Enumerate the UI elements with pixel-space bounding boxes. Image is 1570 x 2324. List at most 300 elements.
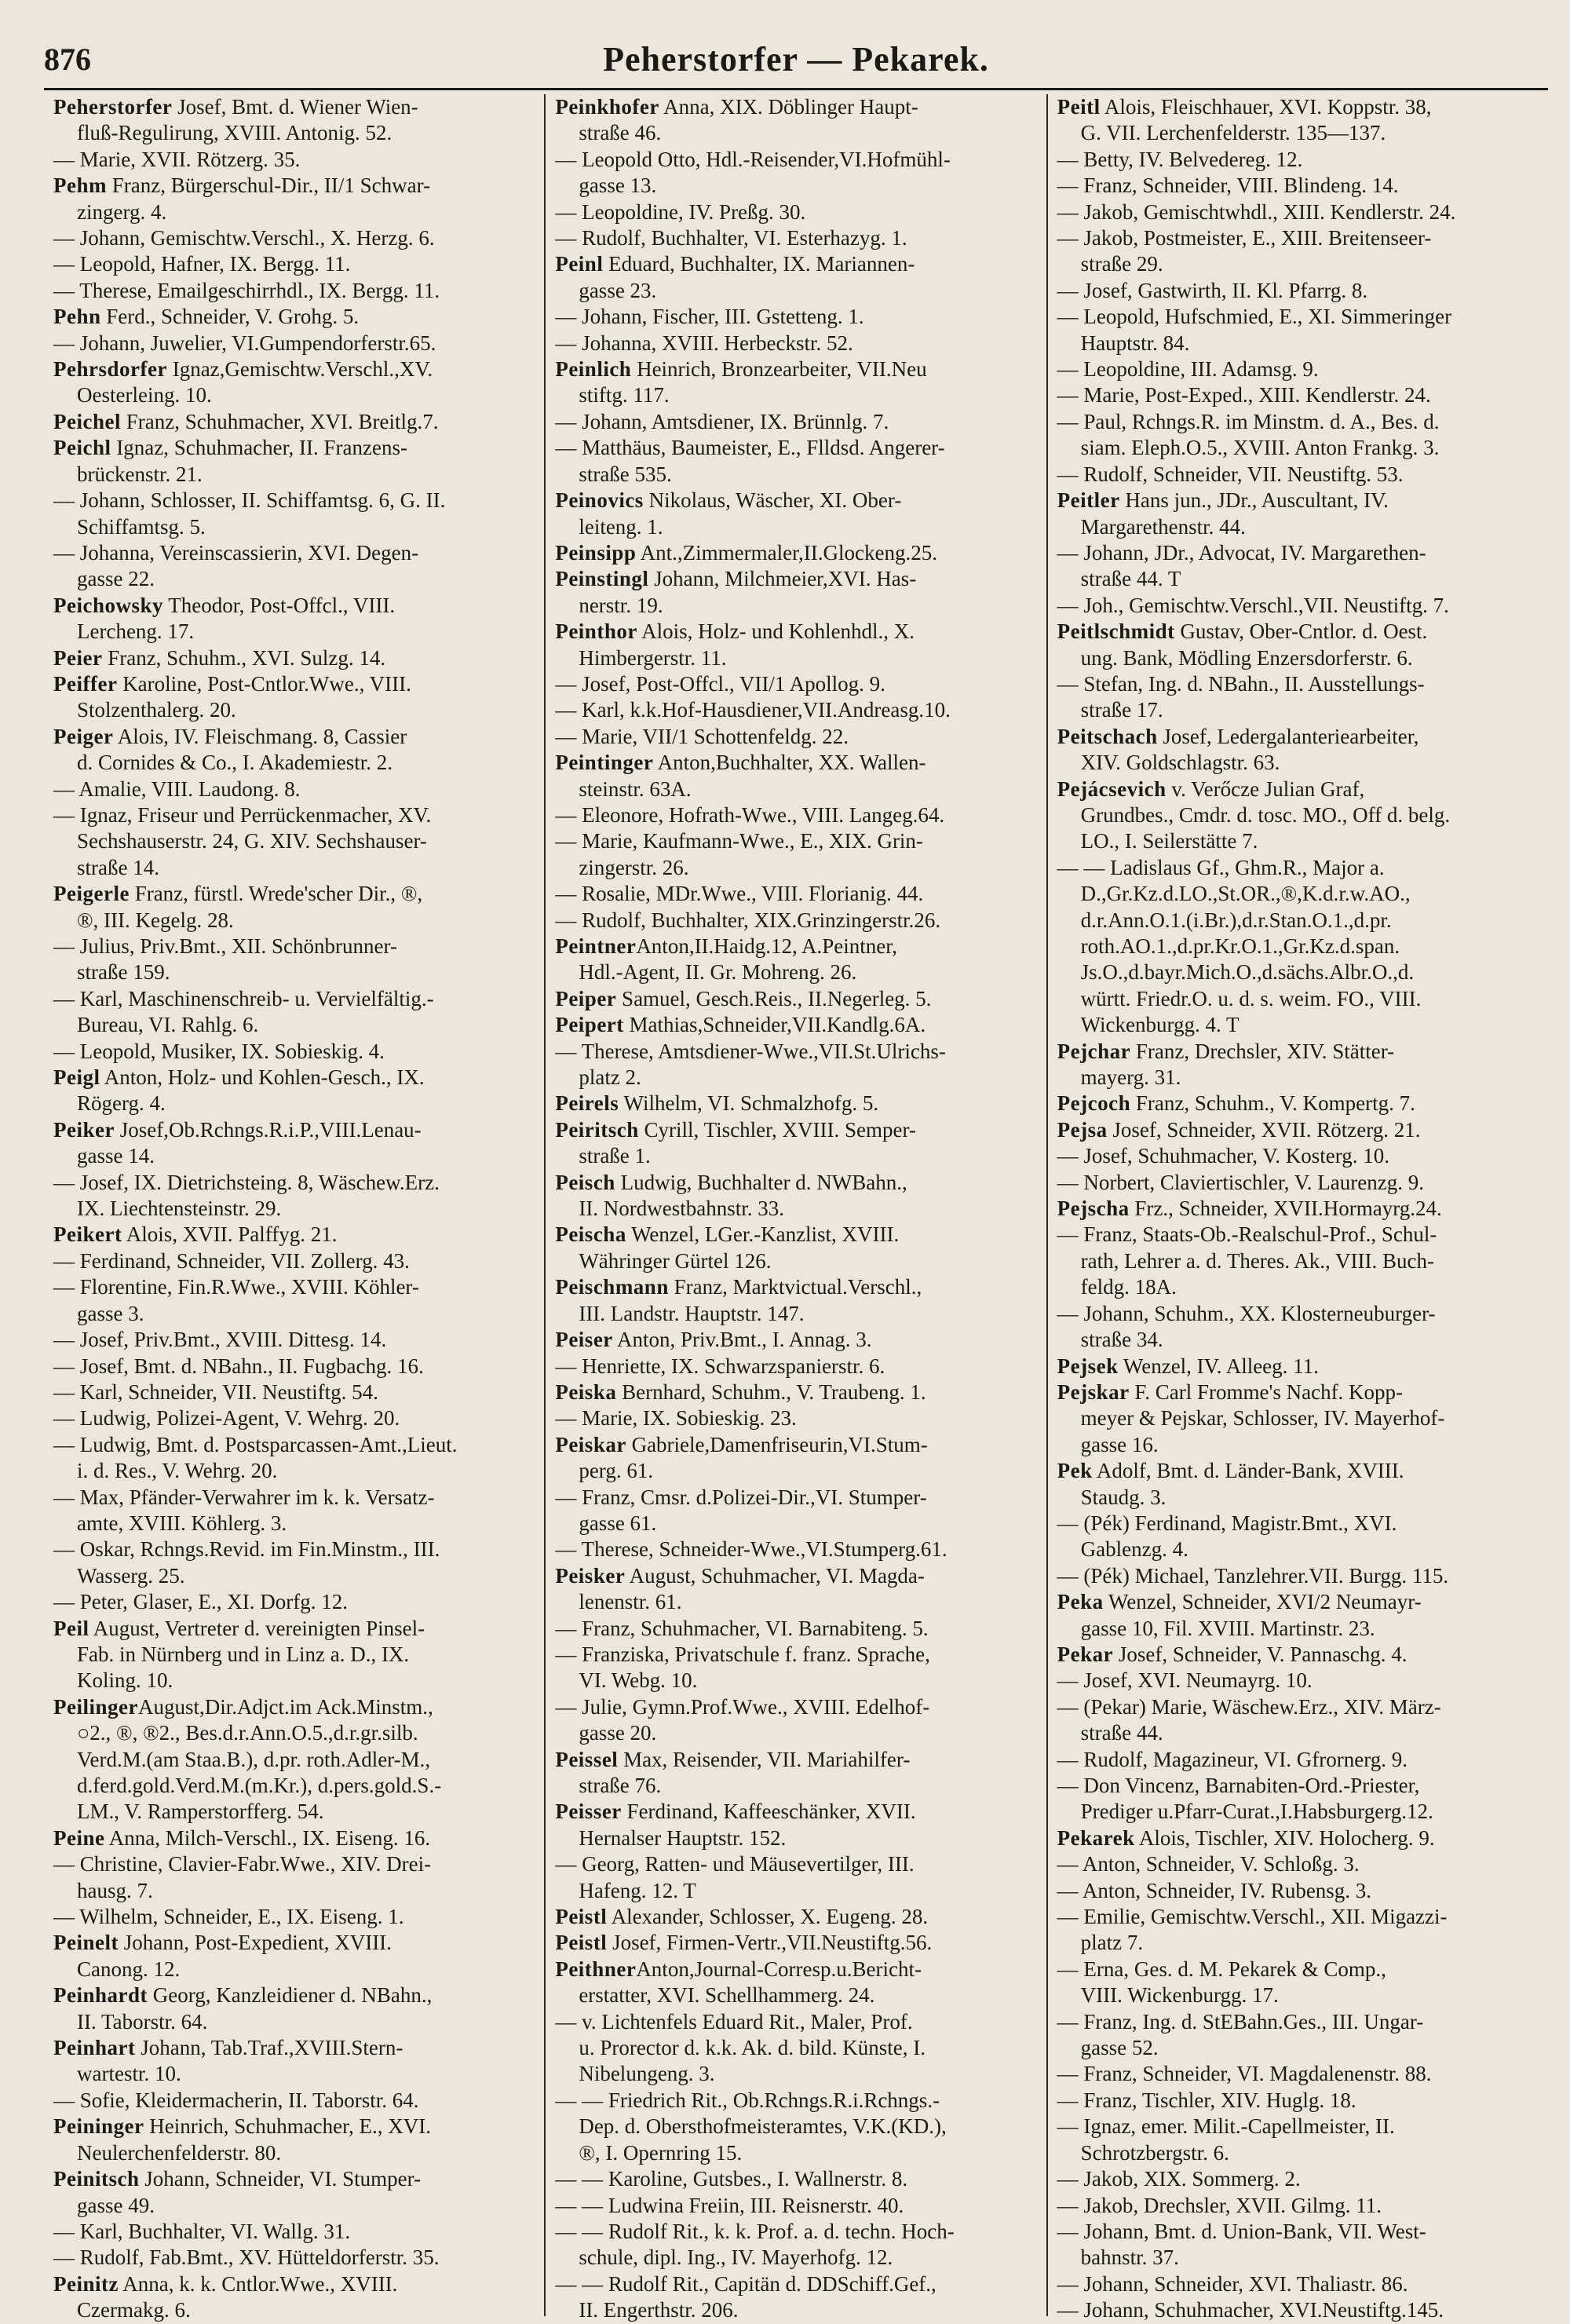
entry-text: Bureau, VI. Rahlg. 6. (77, 1013, 259, 1037)
entry-line (555, 1694, 1036, 1720)
entry-text: platz 2. (579, 1065, 641, 1090)
entry-continuation-line (1057, 1405, 1539, 1431)
entry-line (1057, 540, 1539, 566)
entry-headword-line (53, 1694, 535, 1720)
entry-headword-line (1057, 619, 1539, 645)
entry-text: — Anton, Schneider, IV. Rubensg. 3. (1057, 1878, 1372, 1902)
entry-text: platz 7. (1080, 1931, 1144, 1955)
entry-text: Koling. 10. (77, 1668, 173, 1693)
entry-text: Bernhard, Schuhm., V. Traubeng. 1. (616, 1379, 926, 1404)
entry-headword-line (53, 2114, 535, 2139)
entry-surname: Pekarek (1057, 1825, 1135, 1850)
entry-text: straße 44. (1080, 1721, 1163, 1745)
entry-headword-line (1057, 1825, 1539, 1851)
entry-headword-line (1057, 1039, 1539, 1065)
entry-text: schule, dipl. Ing., IV. Mayerhofg. 12. (579, 2245, 893, 2270)
entry-continuation-line (1057, 802, 1539, 828)
entry-headword-line (555, 1012, 1036, 1038)
entry-line (555, 225, 1036, 251)
entry-text: — Anton, Schneider, V. Schloßg. 3. (1057, 1852, 1360, 1876)
entry-continuation-line (53, 1196, 535, 1222)
entry-continuation-line (53, 1301, 535, 1327)
entry-continuation-line (53, 382, 535, 408)
entry-text: — Josef, IX. Dietrichsteing. 8, Wäschew.Erz. (53, 1170, 440, 1194)
entry-surname: Peininger (53, 2114, 144, 2139)
entry-continuation-line (555, 1143, 1036, 1169)
entry-continuation-line (53, 1668, 535, 1694)
entry-text: Gabriele,Damenfriseurin,VI.Stum- (626, 1432, 928, 1456)
entry-text: ung. Bank, Mödling Enzersdorferstr. 6. (1080, 645, 1413, 670)
entry-text: — Christine, Clavier-Fabr.Wwe., XIV. Drei- (53, 1852, 432, 1876)
entry-headword-line (555, 986, 1036, 1012)
entry-text: Anna, Milch-Verschl., IX. Eiseng. 16. (104, 1825, 431, 1850)
entry-headword-line (1057, 724, 1539, 750)
entry-text: — Josef, Gastwirth, II. Kl. Pfarrg. 8. (1057, 278, 1368, 302)
entry-line (555, 199, 1036, 225)
entry-headword-line (53, 304, 535, 330)
entry-line (555, 881, 1036, 907)
entry-text: D.,Gr.Kz.d.LO.,St.OR.,®,K.d.r.w.AO., (1080, 882, 1411, 906)
entry-line (1057, 1301, 1539, 1327)
entry-line (53, 776, 535, 802)
entry-text: meyer & Pejskar, Schlosser, IV. Mayerhof- (1080, 1406, 1445, 1431)
entry-surname: Peilinger (53, 1694, 138, 1719)
entry-headword-line (555, 1432, 1036, 1458)
entry-text: — Joh., Gemischtw.Verschl.,VII. Neustiftg. 7. (1057, 593, 1449, 617)
entry-line (555, 1616, 1036, 1642)
entry-surname: Pejsa (1057, 1117, 1108, 1142)
entry-text: Heinrich, Bronzearbeiter, VII.Neu (631, 357, 927, 382)
entry-text: Anton,Journal-Corresp.u.Bericht- (636, 1957, 922, 1981)
entry-headword-line (555, 1222, 1036, 1248)
entry-headword-line (53, 2035, 535, 2061)
entry-surname: Peiska (555, 1379, 617, 1404)
entry-text: Alexander, Schlosser, X. Eugeng. 28. (607, 1905, 929, 1929)
entry-surname: Peitl (1057, 95, 1101, 119)
entry-text: — Johann, Fischer, III. Gstetteng. 1. (555, 305, 864, 329)
entry-text: Adolf, Bmt. d. Länder-Bank, XVIII. (1092, 1459, 1404, 1483)
entry-headword-line (555, 1091, 1036, 1116)
entry-text: ®, I. Opernring 15. (579, 2140, 743, 2165)
entry-line (1057, 593, 1539, 619)
entry-text: Franz, Marktvictual.Verschl., (668, 1275, 922, 1299)
entry-text: Alois, IV. Fleischmang. 8, Cassier (113, 724, 407, 748)
entry-surname: Pejácsevich (1057, 776, 1167, 801)
entry-text: gasse 22. (77, 567, 155, 591)
entry-surname: Peil (53, 1616, 89, 1640)
entry-text: Oesterleing. 10. (77, 383, 212, 407)
entry-text: — Emilie, Gemischtw.Verschl., XII. Migazzi- (1057, 1905, 1448, 1929)
entry-line (53, 1379, 535, 1405)
entry-text: Karoline, Post-Cntlor.Wwe., VIII. (117, 671, 411, 696)
entry-line (555, 2219, 1036, 2245)
entry-text: — Johanna, XVIII. Herbeckstr. 52. (555, 331, 853, 355)
entry-text: — Julie, Gymn.Prof.Wwe., XVIII. Edelhof- (555, 1694, 930, 1719)
entry-line (53, 2088, 535, 2114)
entry-surname: Peinsipp (555, 540, 637, 565)
entry-text: — Josef, Bmt. d. NBahn., II. Fugbachg. 16. (53, 1354, 424, 1378)
entry-text: VIII. Wickenburgg. 17. (1080, 1983, 1279, 2008)
entry-continuation-line (555, 1773, 1036, 1799)
entry-text: — — Ludwina Freiin, III. Reisnerstr. 40. (555, 2193, 904, 2217)
entry-line (1057, 2193, 1539, 2219)
entry-surname: Peinhart (53, 2036, 136, 2060)
entry-text: — Franz, Tischler, XIV. Huglg. 18. (1057, 2088, 1356, 2112)
entry-continuation-line (1057, 1982, 1539, 2008)
entry-text: Anton,Buchhalter, XX. Wallen- (653, 751, 926, 775)
entry-headword-line (53, 409, 535, 435)
entry-text: — Jakob, Postmeister, E., XIII. Breitenseer- (1057, 226, 1432, 250)
entry-text: Franz, Drechsler, XIV. Stätter- (1130, 1039, 1395, 1063)
entry-line (53, 225, 535, 251)
entry-text: gasse 13. (579, 174, 657, 198)
entry-line (53, 1327, 535, 1353)
entry-headword-line (53, 2166, 535, 2192)
entry-text: — (Pekar) Marie, Wäschew.Erz., XIV. März- (1057, 1694, 1441, 1719)
entry-line (555, 1405, 1036, 1431)
entry-line (1057, 1957, 1539, 1982)
entry-line (555, 697, 1036, 723)
entry-continuation-line (1057, 828, 1539, 854)
entry-text: — Leopoldine, IV. Preßg. 30. (555, 199, 806, 224)
entry-text: — — Rudolf Rit., k. k. Prof. a. d. techn. Hoch- (555, 2219, 955, 2243)
entry-text: — Leopold, Hafner, IX. Bergg. 11. (53, 252, 351, 276)
entry-line (555, 2166, 1036, 2192)
entry-line (53, 1039, 535, 1065)
entry-text: — Rosalie, MDr.Wwe., VIII. Florianig. 44. (555, 882, 924, 906)
entry-headword-line (1057, 488, 1539, 513)
entry-headword-line (1057, 1379, 1539, 1405)
entry-text: XIV. Goldschlagstr. 63. (1080, 751, 1280, 775)
entry-continuation-line (555, 1511, 1036, 1537)
entry-continuation-line (555, 776, 1036, 802)
entry-headword-line (555, 1904, 1036, 1930)
entry-text: nerstr. 19. (579, 593, 663, 617)
entry-headword-line (53, 356, 535, 382)
entry-text: III. Landstr. Hauptstr. 147. (579, 1301, 805, 1325)
entry-line (555, 1537, 1036, 1562)
entry-headword-line (555, 356, 1036, 382)
entry-surname: Peiper (555, 986, 617, 1010)
entry-text: — Therese, Amtsdiener-Wwe.,VII.St.Ulrichs- (555, 1039, 946, 1063)
entry-surname: Peistl (555, 1905, 608, 1929)
entry-continuation-line (53, 619, 535, 645)
entry-surname: Peinl (555, 252, 604, 276)
entry-text: — Amalie, VIII. Laudong. 8. (53, 776, 301, 801)
entry-line (1057, 1851, 1539, 1877)
entry-continuation-line (555, 1668, 1036, 1694)
entry-headword-line (53, 1825, 535, 1851)
entry-line (555, 147, 1036, 173)
entry-text: hausg. 7. (77, 1878, 153, 1902)
entry-continuation-line (53, 566, 535, 592)
entry-line (1057, 147, 1539, 173)
entry-surname: Peinitsch (53, 2167, 140, 2191)
entry-text: — Ignaz, Friseur und Perrückenmacher, XV. (53, 802, 432, 827)
entry-continuation-line (1057, 1537, 1539, 1562)
entry-text: Ant.,Zimmermaler,II.Glockeng.25. (636, 540, 937, 565)
entry-surname: Peisker (555, 1563, 626, 1588)
entry-text: — Marie, Kaufmann-Wwe., E., XIX. Grin- (555, 829, 923, 853)
entry-line (1057, 1878, 1539, 1904)
entry-headword-line (53, 724, 535, 750)
entry-surname: Peichel (53, 409, 121, 433)
entry-text: Czermakg. 6. (77, 2298, 191, 2322)
entry-text: — Ferdinand, Schneider, VII. Zollerg. 43. (53, 1248, 410, 1273)
entry-line (1057, 173, 1539, 199)
entry-text: — — Rudolf Rit., Capitän d. DDSchiff.Gef., (555, 2271, 937, 2296)
entry-continuation-line (1057, 1065, 1539, 1091)
entry-continuation-line (1057, 1930, 1539, 1956)
entry-continuation-line (1057, 514, 1539, 540)
entry-text: feldg. 18A. (1080, 1275, 1177, 1299)
entry-text: Js.O.,d.bayr.Mich.O.,d.sächs.Albr.O.,d. (1080, 960, 1415, 985)
entry-text: — Marie, VII/1 Schottenfeldg. 22. (555, 724, 849, 748)
entry-text: — Julius, Priv.Bmt., XII. Schönbrunner- (53, 934, 397, 958)
entry-line (1057, 2061, 1539, 2087)
entry-text: Georg, Kanzleidiener d. NBahn., (148, 1983, 433, 2008)
entry-continuation-line (1057, 251, 1539, 277)
entry-continuation-line (53, 462, 535, 488)
entry-text: Dep. d. Obersthofmeisteramtes, V.K.(KD.), (579, 2114, 947, 2139)
entry-line (53, 488, 535, 513)
entry-text: Grundbes., Cmdr. d. tosc. MO., Off d. belg. (1080, 802, 1451, 827)
entry-continuation-line (53, 1012, 535, 1038)
entry-headword-line (555, 94, 1036, 120)
entry-text: Cyrill, Tischler, XVIII. Semper- (638, 1117, 916, 1142)
entry-continuation-line (555, 645, 1036, 671)
entry-continuation-line (1057, 331, 1539, 356)
entry-text: Neulerchenfelderstr. 80. (77, 2140, 282, 2165)
entry-surname: Peitler (1057, 488, 1120, 513)
entry-text: Rögerg. 4. (77, 1091, 166, 1116)
entry-line (1057, 199, 1539, 225)
entry-headword-line (555, 1799, 1036, 1825)
entry-text: — Matthäus, Baumeister, E., Flldsd. Angerer- (555, 436, 945, 460)
entry-continuation-line (53, 750, 535, 776)
entry-text: brückenstr. 21. (77, 462, 203, 486)
entry-surname: Peitlschmidt (1057, 619, 1175, 644)
entry-line (555, 908, 1036, 934)
entry-text: — Florentine, Fin.R.Wwe., XVIII. Köhler- (53, 1275, 419, 1299)
entry-text: Nikolaus, Wäscher, XI. Ober- (643, 488, 902, 513)
entry-text: Anton, Holz- und Kohlen-Gesch., IX. (100, 1065, 425, 1090)
entry-text: — Therese, Emailgeschirrhdl., IX. Bergg. 11. (53, 278, 440, 302)
entry-text: — Ludwig, Polizei-Agent, V. Wehrg. 20. (53, 1406, 400, 1431)
entry-continuation-line (555, 1248, 1036, 1274)
entry-text: — Don Vincenz, Barnabiten-Ord.-Priester, (1057, 1774, 1420, 1797)
entry-text: — Johann, JDr., Advocat, IV. Margarethen- (1057, 540, 1426, 565)
entry-surname: Peischa (555, 1222, 626, 1247)
entry-headword-line (555, 540, 1036, 566)
entry-line (1057, 855, 1539, 881)
entry-text: — Rudolf, Magazineur, VI. Gfrornerg. 9. (1057, 1747, 1408, 1771)
entry-text: Lercheng. 17. (77, 619, 195, 644)
entry-line (555, 1354, 1036, 1379)
entry-line (1057, 356, 1539, 382)
entry-headword-line (53, 1222, 535, 1248)
entry-line (555, 724, 1036, 750)
entry-text: Prediger u.Pfarr-Curat.,I.Habsburgerg.12. (1080, 1800, 1433, 1824)
entry-line (53, 2219, 535, 2245)
entry-line (1057, 1222, 1539, 1248)
entry-surname: Peikert (53, 1222, 122, 1247)
entry-text: — Eleonore, Hofrath-Wwe., VIII. Langeg.64. (555, 802, 945, 827)
entry-continuation-line (53, 959, 535, 985)
entry-continuation-line (555, 1825, 1036, 1851)
entry-continuation-line (53, 1878, 535, 1904)
entry-text: — Ludwig, Bmt. d. Postsparcassen-Amt.,Lieut. (53, 1432, 458, 1456)
entry-headword-line (1057, 1117, 1539, 1143)
entry-line (1057, 1694, 1539, 1720)
entry-text: — Johann, Juwelier, VI.Gumpendorferstr.65. (53, 331, 436, 355)
entry-text: — Rudolf, Schneider, VII. Neustiftg. 53. (1057, 462, 1404, 486)
entry-surname: Pejcoch (1057, 1091, 1131, 1116)
entry-continuation-line (53, 2009, 535, 2035)
entry-continuation-line (555, 1301, 1036, 1327)
entry-text: — Franz, Ing. d. StEBahn.Ges., III. Ungar- (1057, 2009, 1424, 2034)
entry-line (53, 1170, 535, 1196)
entry-text: Mathias,Schneider,VII.Kandlg.6A. (623, 1013, 926, 1037)
entry-continuation-line (1057, 697, 1539, 723)
entry-text: — Therese, Schneider-Wwe.,VI.Stumperg.61. (555, 1537, 947, 1562)
entry-line (53, 1537, 535, 1562)
entry-surname: Peherstorfer (53, 95, 173, 119)
entry-continuation-line (555, 1065, 1036, 1091)
entry-text: LO., I. Seilerstätte 7. (1080, 829, 1258, 853)
entry-surname: Peka (1057, 1590, 1104, 1614)
entry-line (1057, 1668, 1539, 1694)
entry-text: August, Schuhmacher, VI. Magda- (625, 1563, 925, 1588)
entry-line (1057, 2009, 1539, 2035)
entry-continuation-line (53, 120, 535, 146)
entry-text: — Johann, Bmt. d. Union-Bank, VII. West- (1057, 2219, 1426, 2243)
entry-continuation-line (555, 462, 1036, 488)
entry-text: — (Pék) Ferdinand, Magistr.Bmt., XVI. (1057, 1511, 1397, 1535)
entry-text: gasse 52. (1080, 2036, 1159, 2060)
entry-continuation-line (1057, 1012, 1539, 1038)
entry-surname: Peissel (555, 1747, 619, 1771)
entry-continuation-line (53, 2193, 535, 2219)
entry-text: — — Ladislaus Gf., Ghm.R., Major a. (1057, 855, 1385, 879)
entry-text: v. Verőcze Julian Graf, (1166, 776, 1365, 801)
entry-surname: Peigl (53, 1065, 100, 1090)
entry-continuation-line (53, 1563, 535, 1589)
entry-surname: Peinlich (555, 357, 632, 382)
entry-text: — Ignaz, emer. Milit.-Capellmeister, II. (1057, 2114, 1395, 2139)
entry-text: wartestr. 10. (77, 2062, 181, 2086)
entry-continuation-line (555, 173, 1036, 199)
entry-text: — Rudolf, Buchhalter, VI. Esterhazyg. 1. (555, 226, 907, 250)
entry-text: leiteng. 1. (579, 514, 663, 539)
entry-text: — — Karoline, Gutsbes., I. Wallnerstr. 8. (555, 2167, 908, 2191)
entry-headword-line (555, 1170, 1036, 1196)
entry-surname: Peinelt (53, 1931, 119, 1955)
entry-line (53, 1851, 535, 1877)
entry-surname: Peinthor (555, 619, 637, 644)
entry-text: Hdl.-Agent, II. Gr. Mohreng. 26. (579, 960, 857, 985)
entry-continuation-line (1057, 986, 1539, 1012)
entry-text: Verd.M.(am Staa.B.), d.pr. roth.Adler-M., (77, 1747, 431, 1771)
entry-line (555, 1485, 1036, 1511)
entry-continuation-line (1057, 1485, 1539, 1511)
directory-columns (44, 94, 1548, 2322)
entry-line (53, 1485, 535, 1511)
entry-text: bahnstr. 37. (1080, 2245, 1179, 2270)
entry-text: Josef, Firmen-Vertr.,VII.Neustiftg.56. (607, 1931, 933, 1955)
entry-continuation-line (1057, 1248, 1539, 1274)
entry-text: — Leopoldine, III. Adamsg. 9. (1057, 357, 1319, 382)
entry-text: amte, XVIII. Köhlerg. 3. (77, 1511, 287, 1535)
entry-continuation-line (53, 2140, 535, 2166)
entry-line (1057, 409, 1539, 435)
entry-text: — Franz, Schneider, VIII. Blindeng. 14. (1057, 174, 1399, 198)
entry-line (555, 1039, 1036, 1065)
entry-surname: Pejchar (1057, 1039, 1131, 1063)
entry-continuation-line (1057, 1327, 1539, 1353)
entry-headword-line (53, 881, 535, 907)
entry-continuation-line (1057, 645, 1539, 671)
entry-continuation-line (555, 2061, 1036, 2087)
entry-line (555, 2193, 1036, 2219)
entry-text: straße 535. (579, 462, 672, 486)
entry-headword-line (555, 566, 1036, 592)
entry-text: Samuel, Gesch.Reis., II.Negerleg. 5. (616, 986, 932, 1010)
entry-text: gasse 49. (77, 2193, 155, 2217)
entry-line (555, 2088, 1036, 2114)
entry-text: gasse 61. (579, 1511, 657, 1535)
entry-text: straße 159. (77, 960, 170, 985)
entry-text: gasse 20. (579, 1721, 657, 1745)
entry-surname: Peiser (555, 1328, 613, 1352)
entry-text: Frz., Schneider, XVII.Hormayrg.24. (1129, 1197, 1442, 1221)
entry-line (1057, 1170, 1539, 1196)
page-number: 876 (44, 42, 91, 77)
entry-continuation-line (1057, 1799, 1539, 1825)
entry-headword-line (1057, 1589, 1539, 1615)
entry-continuation-line (1057, 1616, 1539, 1642)
entry-text: — Karl, k.k.Hof-Hausdiener,VII.Andreasg.10. (555, 698, 951, 722)
entry-headword-line (555, 619, 1036, 645)
entry-headword-line (555, 251, 1036, 277)
entry-surname: Peitschach (1057, 724, 1158, 748)
entry-text: roth.AO.1.,d.pr.Kr.O.1.,Gr.Kz.d.span. (1080, 934, 1400, 958)
entry-continuation-line (555, 2245, 1036, 2271)
entry-continuation-line (53, 697, 535, 723)
entry-line (53, 986, 535, 1012)
entry-line (555, 409, 1036, 435)
entry-continuation-line (53, 1957, 535, 1982)
entry-line (1057, 2271, 1539, 2297)
entry-text: straße 17. (1080, 698, 1163, 722)
entry-text: Wenzel, IV. Alleeg. 11. (1118, 1354, 1319, 1378)
entry-continuation-line (1057, 881, 1539, 907)
entry-text: Alois, Holz- und Kohlenhdl., X. (637, 619, 915, 644)
entry-text: Schiffamtsg. 5. (77, 514, 206, 539)
entry-text: straße 76. (579, 1774, 662, 1797)
entry-text: — Franz, Staats-Ob.-Realschul-Prof., Schul- (1057, 1222, 1437, 1247)
entry-text: — Rudolf, Buchhalter, XIX.Grinzingerstr.26. (555, 908, 941, 932)
entry-text: Ferd., Schneider, V. Grohg. 5. (100, 305, 360, 329)
entry-line (1057, 1773, 1539, 1799)
entry-text: Hans jun., JDr., Auscultant, IV. (1119, 488, 1389, 513)
entry-text: u. Prorector d. k.k. Ak. d. bild. Künste, I. (579, 2036, 926, 2060)
entry-text: i. d. Res., V. Wehrg. 20. (77, 1459, 278, 1483)
entry-headword-line (53, 435, 535, 461)
entry-headword-line (1057, 776, 1539, 802)
entry-continuation-line (1057, 2245, 1539, 2271)
entry-line (53, 934, 535, 959)
